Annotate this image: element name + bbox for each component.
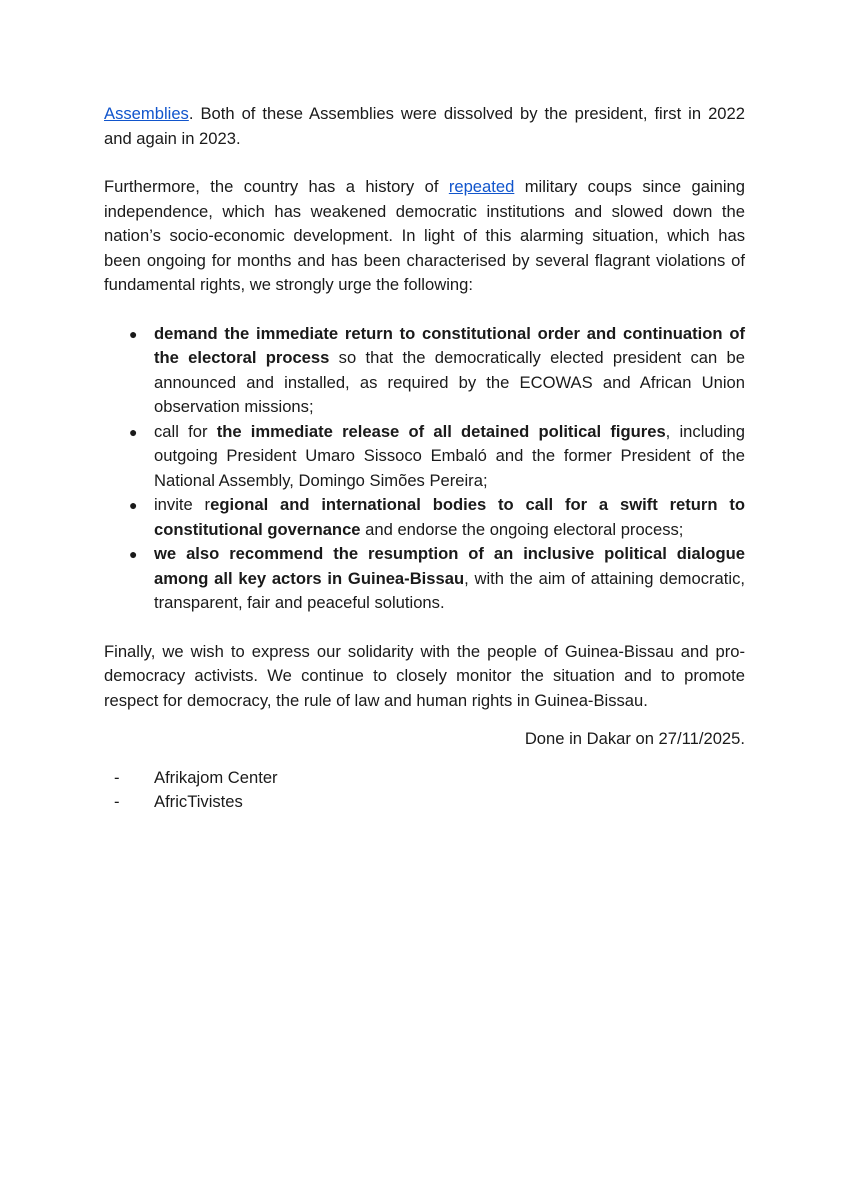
paragraph-solidarity: Finally, we wish to express our solidarity with the people of Guinea-Bissau and pro-democracy activists. We continue to closely monitor the situation and to promote respect for democracy, the rule of law and human rights in Guinea-Bissau. [104,641,745,710]
list-item-bold: we also recommend the resumption of an inclusive political dialogue among all key actors in Guinea-Bissau [154,544,745,588]
bullet-icon: ● [129,423,138,440]
list-item [104,322,745,420]
list-item-text: so that the democratically elected president can be announced and installed, as required by the ECOWAS and African Union observation missions; [154,348,745,416]
list-item-bold: egional and international bodies to call for a swift return to constitutional governance [154,495,746,539]
list-item [104,542,745,616]
list-item-text: , with the aim of attaining democratic, transparent, fair and peaceful solutions. [154,568,745,612]
paragraph-assemblies [104,102,745,151]
signatory-item [104,766,745,791]
bullet-icon: ● [129,497,138,513]
bullet-icon: ● [129,325,138,342]
paragraph-coups-after: military coups since gaining independence, which has weakened democratic institutions and slowed down the nation’s socio-economic development. In light of this alarming situation, which has been ongoing for months and has been characterised by several flagrant violations of fundamental rights, we strongly urge the following: [104,177,745,294]
signatory-name: Afrikajom Center [154,767,278,787]
signatories-list [104,766,745,815]
list-item-text: and endorse the ongoing electoral process; [360,519,684,539]
list-item-text: , including outgoing President Umaro Sissoco Embaló and the former President of the National Assembly, Domingo Simões Pereira; [154,421,745,490]
list-item-text: invite r [154,495,211,514]
list-item-bold: demand the immediate return to constitutional order and continuation of the electoral process [154,323,745,367]
assemblies-link[interactable]: Assemblies [104,104,189,123]
signoff-date: Done in Dakar on 27/11/2025. [524,729,745,748]
list-item [104,493,745,542]
repeated-link[interactable]: repeated [448,177,515,196]
paragraph-assemblies-text: . Both of these Assemblies were dissolved by the president, first in 2022 and again in 2023. [104,104,745,148]
dash-marker: - [114,767,120,787]
list-item-text: call for [154,421,217,441]
signatory-name: AfricTivistes [154,792,243,811]
document-page [104,102,745,815]
bullet-icon: ● [129,546,138,562]
paragraph-coups [104,175,745,298]
dash-marker: - [114,792,120,811]
recommendations-list [104,322,745,616]
paragraph-coups-before: Furthermore, the country has a history of [104,177,449,196]
signatory-item [104,790,745,815]
list-item-bold: the immediate release of all detained political figures [216,421,666,441]
list-item [104,420,745,494]
